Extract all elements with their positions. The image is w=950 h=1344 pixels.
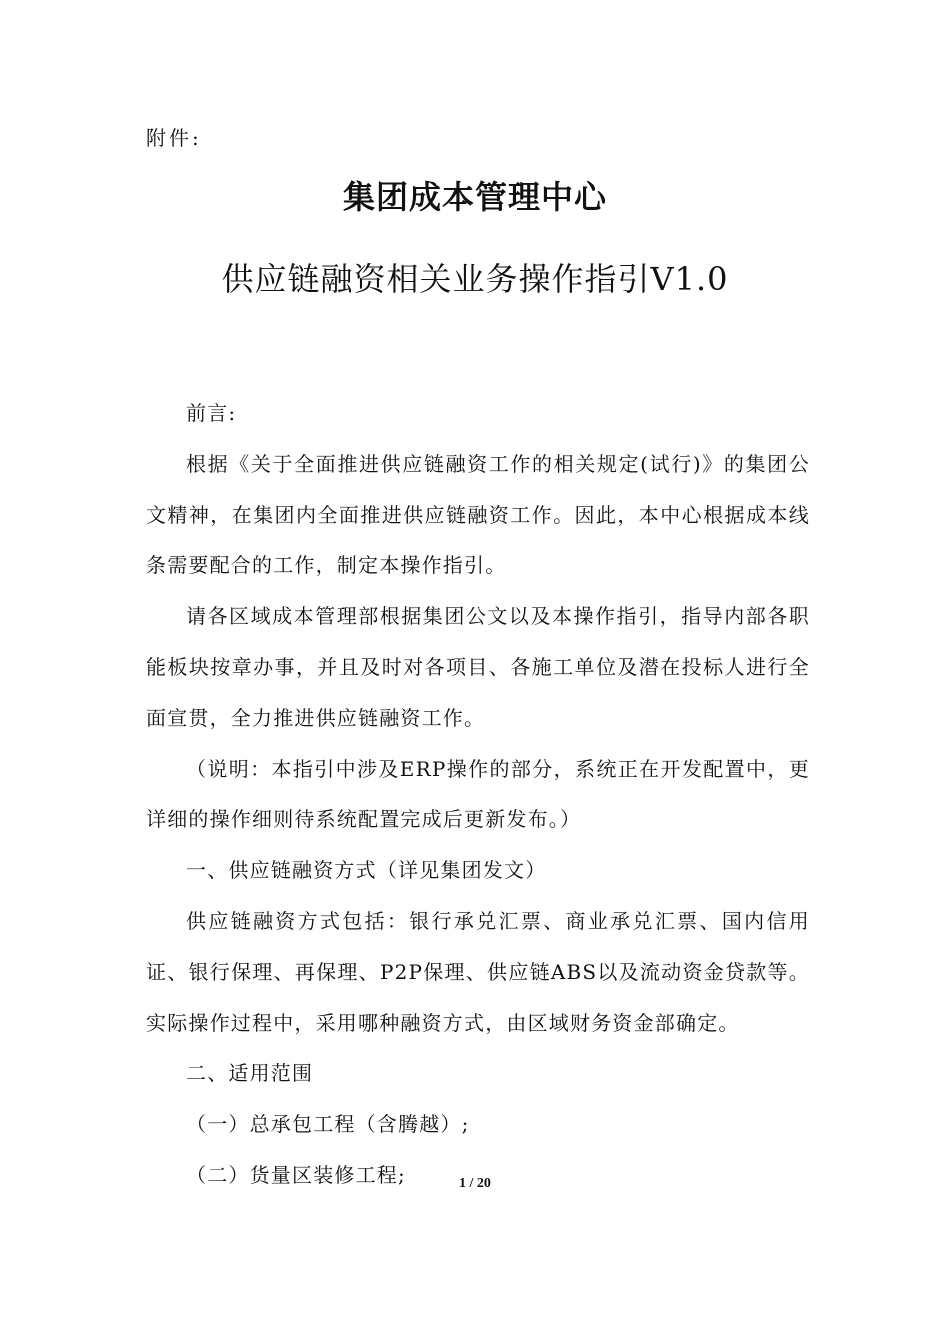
list-item: （二）货量区装修工程; xyxy=(186,1162,406,1187)
body-paragraph: 请各区域成本管理部根据集团公文以及本操作指引，指导内部各职能板块按章办事，并且及时对各项目、各施工单位及潜在投标人进行全面宣贯，全力推进供应链融资工作。 xyxy=(146,604,810,730)
document-body xyxy=(146,388,810,1201)
body-paragraph: 供应链融资方式包括：银行承兑汇票、商业承兑汇票、国内信用证、银行保理、再保理、P2P保理、供应链ABS以及流动资金贷款等。实际操作过程中，采用哪种融资方式，由区域财务资金部确定。 xyxy=(146,908,810,1035)
page-number: 1 / 20 xyxy=(459,1176,491,1191)
list-item: （一）总承包工程（含腾越）; xyxy=(186,1112,470,1137)
attachment-label: 附件: xyxy=(146,126,202,150)
note-paragraph: （说明：本指引中涉及ERP操作的部分，系统正在开发配置中，更详细的操作细则待系统配置完成后更新发布。） xyxy=(146,756,810,832)
document-title-line-2: 供应链融资相关业务操作指引Ⅴ1.0 xyxy=(221,260,729,298)
preface-heading: 前言: xyxy=(186,401,237,425)
body-paragraph: 根据《关于全面推进供应链融资工作的相关规定(试行)》的集团公文精神，在集团内全面推进供应链融资工作。因此，本中心根据成本线条需要配合的工作，制定本操作指引。 xyxy=(146,451,810,578)
document-title-line-1: 集团成本管理中心 xyxy=(342,178,607,216)
section-heading: 二、适用范围 xyxy=(186,1061,314,1086)
section-heading: 一、供应链融资方式（详见集团发文） xyxy=(186,858,547,883)
